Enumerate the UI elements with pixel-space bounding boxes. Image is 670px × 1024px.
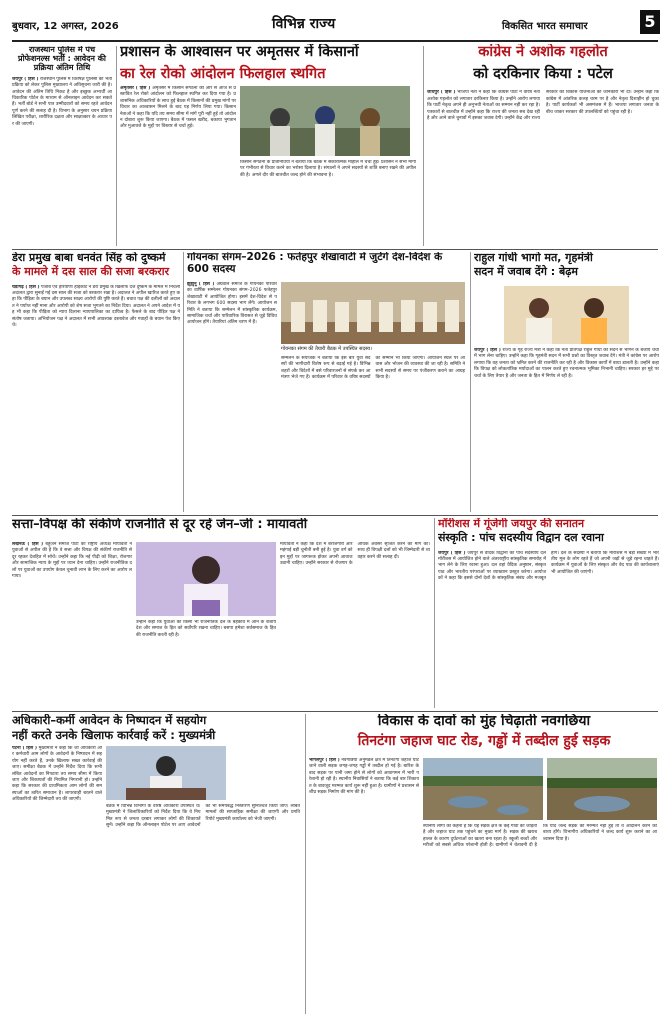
story-gonaka: गोयनका संगम–2026 : फतेहपुर शेखावाटी में जुटेंगे देश-विदेश के 600 सदस्य झुंझुनूं ( हिंस ) अग्रवाल समाज के गोयनका परिवार का वार्षिक सम्मेलन गोयनका संगम–2026 फतेहपुर शेखावाटी में आयोजित होगा। इसमें देश-विदेश से परिवार के लगभग 600 सदस्य भाग लेंगे। आयोजन समिति ने बताया कि सम्मेलन में सांस्कृतिक कार्यक्रम, सामाजिक चर्चा और पारिवारिक विरासत से जुड़े विविध आयोजन होंगे। तैयारियां अंतिम चरण में हैं। गोयनका संगम की तैयारी बैठक में उपस्थित सदस्य। सम्मेलन के संयोजक ने बताया कि इस बार युवा सदस्यों की भागीदारी विशेष रूप से बढ़ाई गई है। विभिन्न शहरों और विदेशों में बसे परिवारजनों से संपर्क कर आमंत्रण भेजे गए हैं। कार्यक्रम में परिवार के वरिष्ठ सदस्यों का सम्मान भी किया जाएगा। आयोजन स्थल पर आवास और भोजन की व्यवस्था की जा रही है। समिति ने सभी सदस्यों से समय पर पंजीकरण कराने का आग्रह किया है। xyxy=(187,252,465,381)
story-farmers: प्रशासन के आश्वासन पर अमृतसर में किसानों का रेल रोको आंदोलन फिलहाल स्थगित अमृतसर ( हिंस ) अमृतसर में किसान संगठनों की ओर से आज से प्रस्तावित रेल रोको आंदोलन को फिलहाल स्थगित कर दिया गया है। प्रशासनिक अधिकारियों के साथ हुई बैठक में किसानों की प्रमुख मांगों पर विचार का आश्वासन मिलने के बाद यह निर्णय लिया गया। किसान नेताओं ने कहा कि यदि तय समय सीमा में मांगें पूरी नहीं हुईं तो आंदोलन दोबारा शुरू किया जाएगा। बैठक में फसल खरीद, बकाया भुगतान और मुआवजे के मुद्दों पर विस्तार से चर्चा हुई। किसान संगठनों के प्रतिनिधियों ने बताया कि बैठक में सकारात्मक माहौल में चर्चा हुई। प्रशासन ने सभी मांगों पर गंभीरता से विचार करने का भरोसा दिलाया है। संगठनों ने अपने सदस्यों से शांति बनाए रखने की अपील की है। अगले दौर की बातचीत जल्द होने की संभावना है। xyxy=(120,44,420,246)
story-body: जयपुर से वैदिक विद्वानों का पांच सदस्यीय दल मॉरीशस में आयोजित होने वाले अंतरराष्ट्रीय सांस्कृतिक समारोह में भाग लेने के लिए रवाना हुआ। दल वहां वैदिक अनुष्ठान, संस्कृत पाठ और भारतीय परंपराओं पर व्याख्यान प्रस्तुत करेगा। आयोजकों ने कहा कि इससे दोनों देशों के सांस्कृतिक संबंध और मजबूत होंगे। xyxy=(438,550,559,582)
minister-photo xyxy=(504,286,629,344)
story-headline-line1: डेरा प्रमुख बाबा धनवंत सिंह को दुष्कर्म xyxy=(12,252,166,264)
story-headline-line2: तिनटंगा जहाज घाट रोड, गड्ढों में तब्दील हुई सड़क xyxy=(357,732,611,749)
story-rajasthan-police xyxy=(12,46,112,246)
image-icon xyxy=(423,758,543,820)
story-body: मुख्यमंत्री ने कहा कि जो अधिकारी और कर्मचारी आम लोगों के आवेदनों के निष्पादन में सहयोग नहीं करते हैं, उनके खिलाफ सख्त कार्रवाई की जाए। समीक्षा बैठक में उन्होंने निर्देश दिया कि सभी लंबित आवेदनों का निपटारा तय समय सीमा में किया जाए और शिकायतों की नियमित निगरानी हो। xyxy=(12,746,102,784)
masthead-rule xyxy=(12,40,658,42)
story-headline-line2: को दरकिनार किया : पटेल xyxy=(473,66,613,83)
story-headline-line1: विकास के दावों को मुंह चिढ़ाती नवगछिया xyxy=(377,714,591,729)
column-rule xyxy=(434,518,435,708)
protest-photo xyxy=(240,86,410,156)
column-rule xyxy=(305,714,306,1014)
story-body: भाजपा नेता ने कहा कि कांग्रेस पार्टी ने वरिष्ठ नेता अशोक गहलोत को लगातार दरकिनार किया है। उन्होंने आरोप लगाया कि पार्टी नेतृत्व अपने ही अनुभवी नेताओं का सम्मान नहीं कर रहा है। पत्रकारों से बातचीत में उन्होंने कहा कि राज्य की जनता सब देख रही है और आने वाले चुनावों में इसका जवाब देगी। उन्होंने केंद्र और राज्य सरकार की विकास योजनाओं की जानकारी भी दी। xyxy=(427,90,632,122)
image-icon xyxy=(547,758,657,820)
masthead xyxy=(12,10,660,38)
image-icon xyxy=(504,286,629,344)
masthead-slogan: विकसित भारत समाचार xyxy=(502,21,588,32)
story-body: अमृतसर में किसान संगठनों की ओर से आज से प्रस्तावित रेल रोको आंदोलन को फिलहाल स्थगित कर दिया गया है। प्रशासनिक अधिकारियों के साथ हुई बैठक में किसानों की प्रमुख मांगों पर विचार का आश्वासन मिलने के बाद यह निर्णय लिया गया। किसान नेताओं ने कहा कि यदि तय समय सीमा में मांगें पूरी नहीं हुईं तो आंदोलन दोबारा शुरू किया जाएगा। बैठक में फसल खरीद, बकाया भुगतान और मुआवजे के मुद्दों पर विस्तार से चर्चा हुई। xyxy=(120,86,236,130)
story-headline: सत्ता–विपक्ष की संकीर्ण राजनीति से दूर रहें जेन–जी : मायावती xyxy=(12,518,308,532)
story-mayawati: सत्ता–विपक्ष की संकीर्ण राजनीति से दूर रहें जेन–जी : मायावती लखनऊ ( हिंस ) बहुजन समाज पार्टी की राष्ट्रीय अध्यक्ष मायावती ने युवाओं से अपील की है कि वे सत्ता और विपक्ष की संकीर्ण राजनीति से दूर रहकर देशहित में सोचें। उन्होंने कहा कि नई पीढ़ी को शिक्षा, रोजगार और सामाजिक न्याय के मुद्दों पर ध्यान देना चाहिए। उन्होंने राजनीतिक दलों पर युवाओं का उपयोग केवल चुनावी लाभ के लिए करने का आरोप लगाया। उन्होंने कहा कि युवाओं को किसी भी राजनीतिक दल के बहकावे में आने के बजाय देश और समाज के हित को सर्वोपरि रखना चाहिए। बसपा हमेशा सर्वसमाज के हित की राजनीति करती रही है। मायावती ने कहा कि देश में बेरोजगारी और महंगाई बड़ी चुनौती बनी हुई है। युवा वर्ग को इन मुद्दों पर जागरूक होकर अपनी आवाज उठानी चाहिए। उन्होंने सरकार से रोजगार के अधिक अवसर सृजित करने की मांग की। साथ ही विपक्षी दलों को भी जिम्मेदारी से व्यवहार करने की सलाह दी। xyxy=(12,518,430,638)
story-body: नवगछिया अनुमंडल क्षेत्र में तिनटंगा जहाज घाट जाने वाली सड़क जगह-जगह गड्ढों में तब्दील हो गई है। बारिश के बाद सड़क पर पानी जमा होने से लोगों को आवागमन में भारी परेशानी हो रही है। स्थानीय निवासियों ने बताया कि कई बार शिकायत के बावजूद मरम्मत कार्य शुरू नहीं हुआ है। ग्रामीणों ने प्रशासन से शीघ्र सड़क निर्माण की मांग की है। xyxy=(309,758,419,796)
column-rule xyxy=(423,46,424,246)
story-headline-line1: राहुल गांधी भागो मत, गृहमंत्री xyxy=(474,252,593,264)
story-body: अग्रवाल समाज के गोयनका परिवार का वार्षिक सम्मेलन गोयनका संगम–2026 फतेहपुर शेखावाटी में आयोजित होगा। इसमें देश-विदेश से परिवार के लगभग 600 सदस्य भाग लेंगे। आयोजन समिति ने बताया कि सम्मेलन में सांस्कृतिक कार्यक्रम, सामाजिक चर्चा और पारिवारिक विरासत से जुड़े विविध आयोजन होंगे। तैयारियां अंतिम चरण में हैं। xyxy=(187,282,277,326)
cm-photo xyxy=(106,746,226,800)
dateline: अमृतसर ( हिंस ) xyxy=(120,86,151,91)
dateline: चंडीगढ़ ( हिंस ) xyxy=(12,284,40,290)
story-officials: अधिकारी–कर्मी आवेदन के निष्पादन में सहयोग नहीं करते उनके खिलाफ कार्रवाई करें : मुख्यमंत्री पटना ( हिंस ) मुख्यमंत्री ने कहा कि जो अधिकारी और कर्मचारी आम लोगों के आवेदनों के निष्पादन में सहयोग नहीं करते हैं, उनके खिलाफ सख्त कार्रवाई की जाए। समीक्षा बैठक में उन्होंने निर्देश दिया कि सभी लंबित आवेदनों का निपटारा तय समय सीमा में किया जाए और शिकायतों की नियमित निगरानी हो। उन्होंने कहा कि सरकार की प्राथमिकता आम लोगों की समस्याओं का त्वरित समाधान है। लापरवाही बरतने वाले अधिकारियों की जिम्मेदारी तय की जाएगी। बैठक में विभिन्न विभागों के वरिष्ठ अधिकारी उपस्थित थे। मुख्यमंत्री ने जिलाधिकारियों को निर्देश दिया कि वे नियमित रूप से जनता दरबार लगाकर लोगों की शिकायतें सुनें। उन्होंने कहा कि ऑनलाइन पोर्टल पर आए आवेदनों का भी समयबद्ध निस्तारण सुनिश्चित किया जाए। लंबित मामलों की साप्ताहिक समीक्षा की जाएगी और प्रगति रिपोर्ट मुख्यमंत्री कार्यालय को भेजी जाएगी। xyxy=(12,714,300,829)
story-mauritius: मॉरीशस में गूंजेगी जयपुर की सनातन संस्कृति : पांच सदस्यीय विद्वान दल रवाना जयपुर ( हिंस ) जयपुर से वैदिक विद्वानों का पांच सदस्यीय दल मॉरीशस में आयोजित होने वाले अंतरराष्ट्रीय सांस्कृतिक समारोह में भाग लेने के लिए रवाना हुआ। दल वहां वैदिक अनुष्ठान, संस्कृत पाठ और भारतीय परंपराओं पर व्याख्यान प्रस्तुत करेगा। आयोजकों ने कहा कि इससे दोनों देशों के सांस्कृतिक संबंध और मजबूत होंगे। दल के सदस्यों ने बताया कि मॉरीशस में बड़ी संख्या में भारतीय मूल के लोग रहते हैं जो अपनी जड़ों से जुड़े रहना चाहते हैं। कार्यक्रम में युवाओं के लिए संस्कृत और वेद पाठ की कार्यशालाएं भी आयोजित की जाएंगी। xyxy=(438,518,659,582)
story-congress: कांग्रेस ने अशोक गहलोत को दरकिनार किया : पटेल जोधपुर ( हिंस ) भाजपा नेता ने कहा कि कांग्रेस पार्टी ने वरिष्ठ नेता अशोक गहलोत को लगातार दरकिनार किया है। उन्होंने आरोप लगाया कि पार्टी नेतृत्व अपने ही अनुभवी नेताओं का सम्मान नहीं कर रहा है। पत्रकारों से बातचीत में उन्होंने कहा कि राज्य की जनता सब देख रही है और आने वाले चुनावों में इसका जवाब देगी। उन्होंने केंद्र और राज्य सरकार की विकास योजनाओं की जानकारी भी दी। उन्होंने कहा कि कांग्रेस में आंतरिक कलह चरम पर है और नेतृत्व दिशाहीन हो चुका है। पार्टी कार्यकर्ता भी असमंजस में हैं। भाजपा लगातार जनता के बीच जाकर सरकार की उपलब्धियों को पहुंचा रही है। xyxy=(427,44,659,122)
dateline: जयपुर ( हिंस ) xyxy=(438,550,466,556)
story-headline: राजस्थान पुलिस में पंच प्रोफेशनल्स भर्ती : आवेदन की प्रक्रिया अंतिम तिथि xyxy=(18,46,106,72)
road-photo xyxy=(423,758,543,820)
story-rahul: राहुल गांधी भागो मत, गृहमंत्री सदन में जवाब देंगे : बेढ़म जयपुर ( हिंस ) राज्य के गृह राज्य मंत्री ने कहा कि नेता प्रतिपक्ष राहुल गांधी को सदन से भागने के बजाय चर्चा में भाग लेना चाहिए। उन्होंने कहा कि गृहमंत्री सदन में सभी प्रश्नों का विस्तृत जवाब देंगे। मंत्री ने कांग्रेस पर आरोप लगाया कि वह जनता को भ्रमित करने की राजनीति कर रही है और विकास कार्यों में बाधा डालती है। उन्होंने कहा कि विपक्ष को लोकतांत्रिक मर्यादाओं का पालन करते हुए रचनात्मक भूमिका निभानी चाहिए। सरकार हर मुद्दे पर चर्चा के लिए तैयार है और जनता के हित में निर्णय ले रही है। xyxy=(474,252,659,379)
column-rule xyxy=(116,46,117,246)
image-icon xyxy=(281,282,465,344)
image-icon xyxy=(240,86,410,156)
story-headline-line2: संस्कृति : पांच सदस्यीय विद्वान दल रवाना xyxy=(438,531,604,545)
image-icon xyxy=(136,542,276,616)
story-body: राजस्थान पुलिस में विशेषज्ञ पुलिसों की भर्ती प्रक्रिया को लेकर पुलिस मुख्यालय ने अधिसूचना जारी की है। आवेदन की अंतिम तिथि निकट है और इच्छुक अभ्यर्थी आधिकारिक पोर्टल के माध्यम से ऑनलाइन आवेदन कर सकते हैं। भर्ती बोर्ड ने सभी पात्र उम्मीदवारों को समय रहते आवेदन पूर्ण करने की सलाह दी है। विभाग के अनुसार चयन प्रक्रिया लिखित परीक्षा, शारीरिक दक्षता और साक्षात्कार के आधार पर की जाएगी। xyxy=(12,76,112,127)
dateline: पटना ( हिंस ) xyxy=(12,746,37,751)
masthead-section: विभिन्न राज्य xyxy=(272,16,336,32)
column-rule xyxy=(470,252,471,512)
story-headline-line1: प्रशासन के आश्वासन पर अमृतसर में किसानों xyxy=(120,44,359,60)
dateline: जयपुर ( हिंस ) xyxy=(474,348,501,353)
story-headline-line1: मॉरीशस में गूंजेगी जयपुर की सनातन xyxy=(438,518,585,530)
story-headline-line2: सदन में जवाब देंगे : बेढ़म xyxy=(474,265,579,279)
story-body: बहुजन समाज पार्टी की राष्ट्रीय अध्यक्ष मायावती ने युवाओं से अपील की है कि वे सत्ता और विपक्ष की संकीर्ण राजनीति से दूर रहकर देशहित में सोचें। उन्होंने कहा कि नई पीढ़ी को शिक्षा, रोजगार और सामाजिक न्याय के मुद्दों पर ध्यान देना चाहिए। उन्होंने राजनीतिक दलों पर युवाओं का उपयोग केवल चुनावी लाभ के लिए करने का आरोप लगाया। xyxy=(12,542,132,580)
dateline: भागलपुर ( हिंस ) xyxy=(309,758,340,763)
masthead-date: बुधवार, 12 अगस्त, 2026 xyxy=(12,21,119,32)
story-headline-line2: नहीं करते उनके खिलाफ कार्रवाई करें : मुख्यमंत्री xyxy=(12,727,216,742)
dateline: जयपुर ( हिंस ) xyxy=(12,76,39,82)
image-icon xyxy=(106,746,226,800)
dateline: झुंझुनूं ( हिंस ) xyxy=(187,282,215,287)
story-headline-line2: के मामले में दस साल की सजा बरकरार xyxy=(12,265,170,279)
story-headline-line1: अधिकारी–कर्मी आवेदन के निष्पादन में सहयोग xyxy=(12,714,207,727)
mayawati-photo xyxy=(136,542,276,616)
column-rule xyxy=(183,252,184,512)
story-headline-line1: कांग्रेस ने अशोक गहलोत xyxy=(478,44,608,60)
section-rule xyxy=(12,711,658,712)
dateline: जोधपुर ( हिंस ) xyxy=(427,90,456,96)
story-headline: गोयनका संगम–2026 : फतेहपुर शेखावाटी में जुटेंगे देश-विदेश के 600 सदस्य xyxy=(187,252,443,275)
section-rule xyxy=(12,515,658,516)
story-headline-line2: का रेल रोको आंदोलन फिलहाल स्थगित xyxy=(120,66,326,83)
page-number: 5 xyxy=(640,10,660,34)
dateline: लखनऊ ( हिंस ) xyxy=(12,542,44,547)
group-photo xyxy=(281,282,465,344)
story-body: पंजाब एवं हरियाणा हाईकोर्ट ने डेरा प्रमुख के खिलाफ दर्ज दुष्कर्म के मामले में निचली अदालत द्वारा सुनाई गई दस साल की सजा को बरकरार रखा है। अदालत ने अपील खारिज करते हुए कहा कि पीड़िता के बयान और उपलब्ध साक्ष्य आरोपों की पुष्टि करते हैं। बचाव पक्ष की दलीलों को अदालत ने पर्याप्त नहीं माना और आरोपी को शेष सजा भुगतने का निर्देश दिया। xyxy=(12,284,180,309)
photo-caption: गोयनका संगम की तैयारी बैठक में उपस्थित सदस्य। xyxy=(281,346,372,352)
section-rule xyxy=(12,249,658,250)
story-dera: डेरा प्रमुख बाबा धनवंत सिंह को दुष्कर्म के मामले में दस साल की सजा बरकरार चंडीगढ़ ( हिंस ) पंजाब एवं हरियाणा हाईकोर्ट ने डेरा प्रमुख के खिलाफ दर्ज दुष्कर्म के मामले में निचली अदालत द्वारा सुनाई गई दस साल की सजा को बरकरार रखा है। अदालत ने अपील खारिज करते हुए कहा कि पीड़िता के बयान और उपलब्ध साक्ष्य आरोपों की पुष्टि करते हैं। बचाव पक्ष की दलीलों को अदालत ने पर्याप्त नहीं माना और आरोपी को शेष सजा भुगतने का निर्देश दिया। अदालत ने अपने आदेश में यह भी कहा कि पीड़िता को न्याय दिलाना न्यायपालिका का दायित्व है। फैसले के बाद पीड़ित पक्ष ने संतोष जताया। अभियोजन पक्ष ने अदालत में सभी आवश्यक दस्तावेज और गवाहों के बयान पेश किए थे। xyxy=(12,252,180,329)
road-photo-2 xyxy=(547,758,657,820)
story-road: विकास के दावों को मुंह चिढ़ाती नवगछिया तिनटंगा जहाज घाट रोड, गड्ढों में तब्दील हुई सड़क भागलपुर ( हिंस ) नवगछिया अनुमंडल क्षेत्र में तिनटंगा जहाज घाट जाने वाली सड़क जगह-जगह गड्ढों में तब्दील हो गई है। बारिश के बाद सड़क पर पानी जमा होने से लोगों को आवागमन में भारी परेशानी हो रही है। स्थानीय निवासियों ने बताया कि कई बार शिकायत के बावजूद मरम्मत कार्य शुरू नहीं हुआ है। ग्रामीणों ने प्रशासन से शीघ्र सड़क निर्माण की मांग की है। स्थानीय लोगों का कहना है कि यह सड़क क्षेत्र के कई गांवों को जोड़ती है और जहाज घाट तक पहुंचने का मुख्य मार्ग है। सड़क की खराब हालत के कारण दुर्घटनाओं का खतरा बना रहता है। स्कूली बच्चों और मरीजों को सबसे अधिक परेशानी होती है। ग्रामीणों ने चेतावनी दी है कि यदि जल्द सड़क की मरम्मत नहीं हुई तो वे आंदोलन करने को बाध्य होंगे। विभागीय अधिकारियों ने जल्द कार्य शुरू कराने का आश्वासन दिया है। xyxy=(309,714,657,849)
story-body: राज्य के गृह राज्य मंत्री ने कहा कि नेता प्रतिपक्ष राहुल गांधी को सदन से भागने के बजाय चर्चा में भाग लेना चाहिए। उन्होंने कहा कि गृहमंत्री सदन में सभी प्रश्नों का विस्तृत जवाब देंगे। मंत्री ने कांग्रेस पर आरोप लगाया कि वह जनता को भ्रमित करने की राजनीति कर रही है और विकास कार्यों में बाधा डालती है। xyxy=(474,348,659,366)
